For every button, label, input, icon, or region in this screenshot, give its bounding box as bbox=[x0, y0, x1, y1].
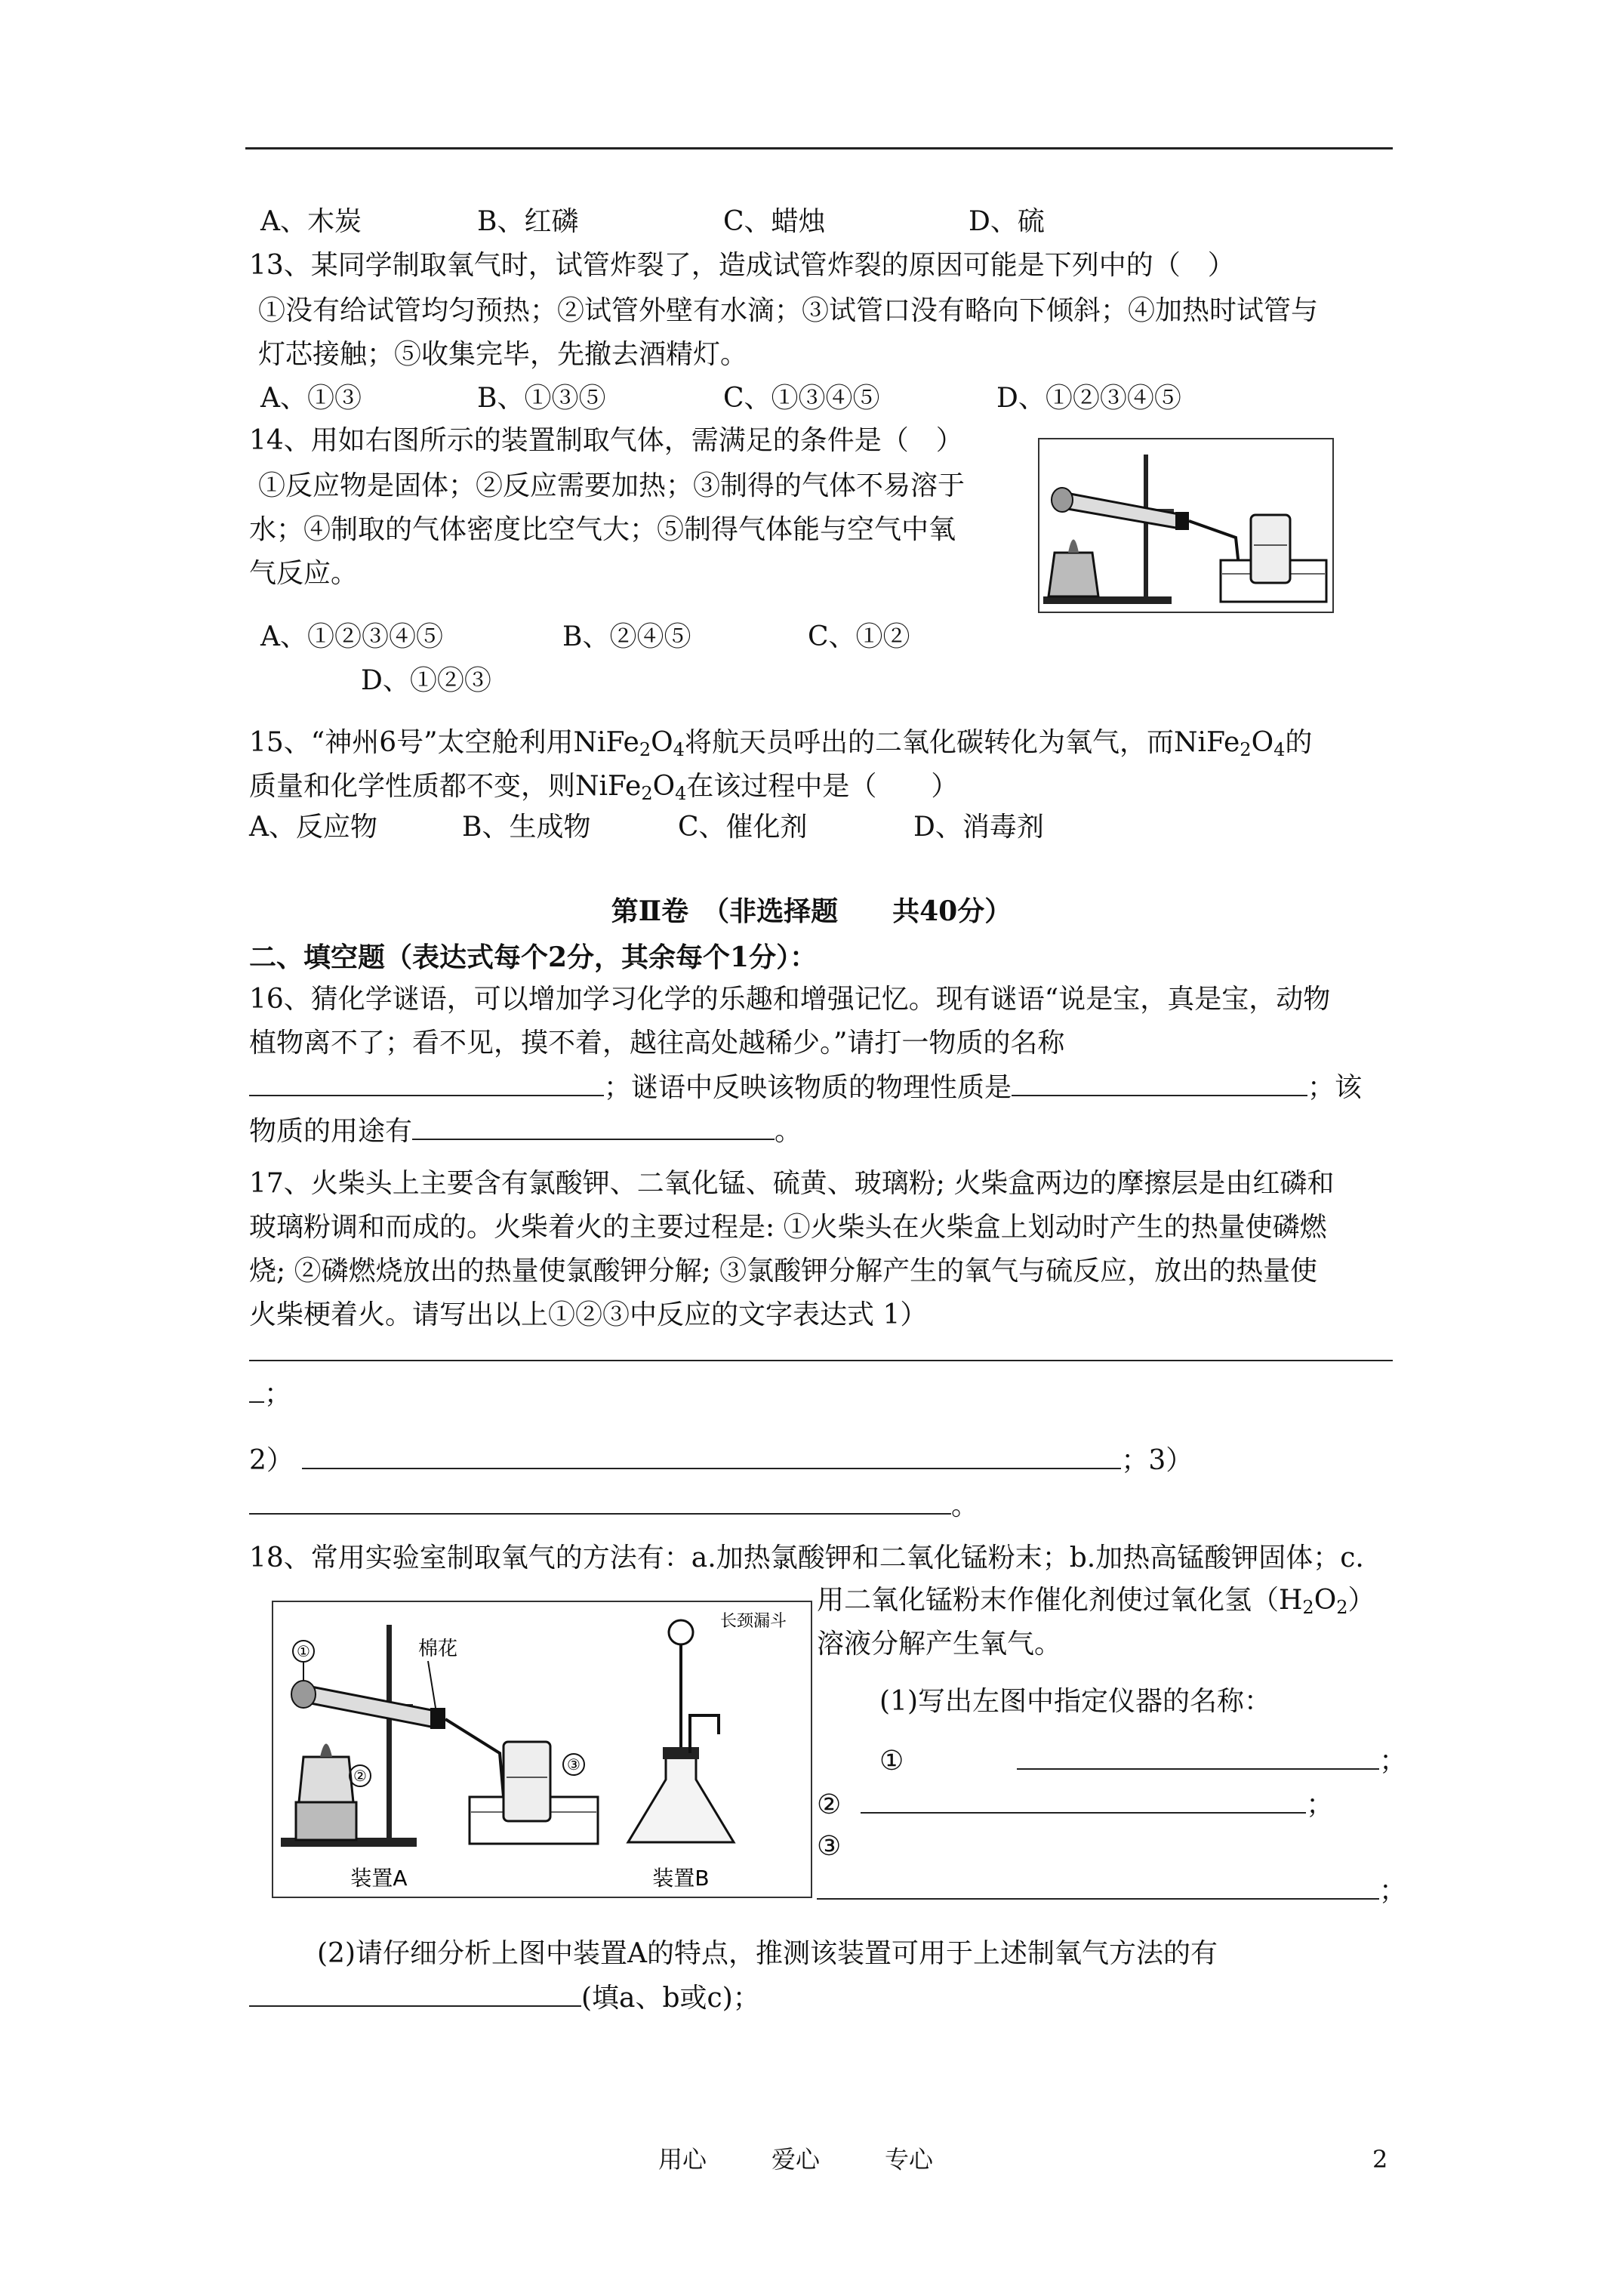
q17-line4: 火柴梗着火。请写出以上①②③中反应的文字表达式 1） bbox=[249, 1299, 928, 1330]
q15-option-b: B、生成物 bbox=[462, 812, 591, 843]
q18-answer-blank-4[interactable] bbox=[249, 1981, 581, 2007]
q18-apparatus-figure bbox=[272, 1601, 812, 1898]
q16-line3-text-a: ；谜语中反映该物质的物理性质是 bbox=[604, 1072, 1012, 1103]
q13-option-a: A、①③ bbox=[260, 383, 362, 414]
q18-apparatus-drawing bbox=[273, 1602, 811, 1897]
q13-option-b: B、①③⑤ bbox=[477, 383, 606, 414]
header-rule bbox=[245, 147, 1393, 149]
page-number: 2 bbox=[1372, 2145, 1388, 2174]
q13-stem: 13、某同学制取氧气时，试管炸裂了，造成试管炸裂的原因可能是下列中的（ ） bbox=[249, 250, 1235, 281]
q14-line2: 水；④制取的气体密度比空气大；⑤制得气体能与空气中氧 bbox=[249, 514, 956, 545]
q18-answer-blank-2[interactable] bbox=[861, 1788, 1306, 1814]
q17-answer-blank-1[interactable] bbox=[249, 1337, 1393, 1361]
fig-mark-3: ③ bbox=[567, 1755, 581, 1774]
q15-line2-text-a: 质量和化学性质都不变，则 bbox=[249, 771, 576, 802]
q14-option-b: B、②④⑤ bbox=[562, 621, 691, 652]
fig-cotton-label: 棉花 bbox=[418, 1638, 458, 1660]
q15-line1-text-b: 将航天员呼出的二氧化碳转化为氧气，而 bbox=[684, 727, 1174, 758]
q17-line6: 2） ；3） bbox=[249, 1445, 1193, 1476]
q15-line2 bbox=[249, 770, 958, 810]
q18-line3: 溶液分解产生氧气。 bbox=[817, 1629, 1062, 1660]
q14-stem: 14、用如右图所示的装置制取气体，需满足的条件是（ ） bbox=[249, 425, 963, 456]
q14-apparatus-drawing bbox=[1039, 439, 1332, 612]
q15-option-d: D、消毒剂 bbox=[913, 812, 1044, 843]
q18-line2: 用二氧化锰粉末作催化剂使过氧化氢$(H_2O_2)$ bbox=[817, 1585, 1375, 1618]
q16-line2: 植物离不了；看不见，摸不着，越往高处越稀少。”请打一物质的名称 bbox=[249, 1028, 1065, 1059]
q12-option-d: D、硫 bbox=[969, 206, 1045, 237]
q18-answer-blank-3[interactable] bbox=[817, 1874, 1379, 1900]
q17-line1: 17、火柴头上主要含有氯酸钾、二氧化锰、硫黄、玻璃粉; 火柴盒两边的摩擦层是由红磷和 bbox=[249, 1168, 1335, 1199]
q15-line1 bbox=[249, 726, 1312, 766]
section-2-title: 第Ⅱ卷 （非选择题 共40分） bbox=[611, 895, 1012, 927]
q15-option-c: C、催化剂 bbox=[678, 812, 808, 843]
q12-option-b: B、红磷 bbox=[477, 206, 579, 237]
q17-line7: 。 bbox=[249, 1489, 978, 1523]
q17-answer-blank-1-tail[interactable] bbox=[249, 1377, 264, 1403]
q17-line2: 玻璃粉调和而成的。火柴着火的主要过程是: ①火柴头在火柴盒上划动时产生的热量使磷燃 bbox=[249, 1212, 1327, 1243]
q15-formula-1: $NiFe_2O_4$ bbox=[573, 727, 685, 760]
q13-line1: ①没有给试管均匀预热；②试管外壁有水滴；③试管口没有略向下倾斜；④加热时试管与 bbox=[258, 295, 1319, 326]
q16-line1: 16、猜化学谜语，可以增加学习化学的乐趣和增强记忆。现有谜语“说是宝，真是宝，动物 bbox=[249, 984, 1331, 1015]
q12-option-c: C、蜡烛 bbox=[723, 206, 826, 237]
q13-option-d: D、①②③④⑤ bbox=[996, 383, 1181, 414]
q18-sub1-title: (1)写出左图中指定仪器的名称： bbox=[879, 1686, 1271, 1717]
q16-line4-text-b: 。 bbox=[775, 1116, 802, 1147]
q15-formula-2: $NiFe_2O_4$ bbox=[1173, 727, 1286, 760]
q16-answer-blank-1[interactable] bbox=[249, 1071, 604, 1096]
q13-line2: 灯芯接触；⑤收集完毕，先撤去酒精灯。 bbox=[258, 339, 748, 370]
q14-line1: ①反应物是固体；②反应需要加热；③制得的气体不易溶于 bbox=[258, 470, 965, 501]
q16-answer-blank-2[interactable] bbox=[1012, 1071, 1307, 1096]
q14-option-a: A、①②③④⑤ bbox=[260, 621, 443, 652]
q14-line3: 气反应。 bbox=[249, 558, 359, 589]
q12-option-a: A、木炭 bbox=[260, 206, 362, 237]
q18-sub2-line1: (2)请仔细分析上图中装置A的特点，推测该装置可用于上述制氧气方法的有 bbox=[317, 1938, 1218, 1969]
q18-answer-blank-1[interactable] bbox=[1017, 1744, 1379, 1770]
footer-motto-2: 爱心 bbox=[771, 2145, 821, 2174]
q17-answer-1-line bbox=[249, 1336, 1393, 1370]
fig-mark-1: ① bbox=[297, 1642, 310, 1660]
q15-line1-text-c: 的 bbox=[1285, 727, 1313, 758]
q16-line4-text-a: 物质的用途有 bbox=[249, 1116, 413, 1147]
q18-blank-1-row: ① ； bbox=[879, 1746, 1407, 1777]
footer-motto-3: 专心 bbox=[885, 2145, 934, 2174]
q15-line2-text-b: 在该过程中是（ ） bbox=[686, 771, 959, 802]
q15-option-a: A、反应物 bbox=[249, 812, 377, 843]
section-2-heading: 二、填空题（表达式每个2分，其余每个1分）： bbox=[249, 942, 818, 973]
q17-line5: ； bbox=[249, 1377, 291, 1411]
q16-answer-blank-3[interactable] bbox=[412, 1114, 775, 1140]
fig-mark-2: ② bbox=[353, 1767, 367, 1785]
q18-blank-2-row: ② ； bbox=[817, 1789, 1334, 1820]
q14-option-d: D、①②③ bbox=[361, 665, 491, 696]
q18-line1: 18、常用实验室制取氧气的方法有：a.加热氯酸钾和二氧化锰粉末；b.加热高锰酸钾固体；c. bbox=[249, 1542, 1364, 1573]
q15-line1-text-a: 15、“神州6号”太空舱利用 bbox=[249, 727, 574, 758]
q18-sub2-line2: (填a、b或c)； bbox=[249, 1981, 760, 2015]
q16-line3 bbox=[249, 1071, 1362, 1105]
fig-funnel-label: 长颈漏斗 bbox=[720, 1612, 787, 1631]
q16-line3-text-b: ；该 bbox=[1307, 1072, 1363, 1103]
q14-apparatus-figure bbox=[1038, 438, 1334, 613]
q17-line3: 烧; ②磷燃烧放出的热量使氯酸钾分解; ③氯酸钾分解产生的氧气与硫反应，放出的热量使 bbox=[249, 1256, 1318, 1287]
fig-label-a: 装置A bbox=[350, 1866, 408, 1891]
q14-option-c: C、①② bbox=[808, 621, 910, 652]
q17-answer-blank-3[interactable] bbox=[249, 1489, 951, 1515]
q13-option-c: C、①③④⑤ bbox=[723, 383, 880, 414]
footer-motto-1: 用心 bbox=[658, 2145, 707, 2174]
q18-blank-3-row: ； bbox=[817, 1874, 1406, 1908]
q18-blank-3-label: ③ bbox=[817, 1831, 842, 1862]
q16-line4 bbox=[249, 1114, 802, 1148]
q17-answer-blank-2[interactable] bbox=[302, 1444, 1121, 1469]
fig-label-b: 装置B bbox=[652, 1866, 710, 1891]
q15-formula-3: $NiFe_2O_4$ bbox=[575, 771, 687, 804]
